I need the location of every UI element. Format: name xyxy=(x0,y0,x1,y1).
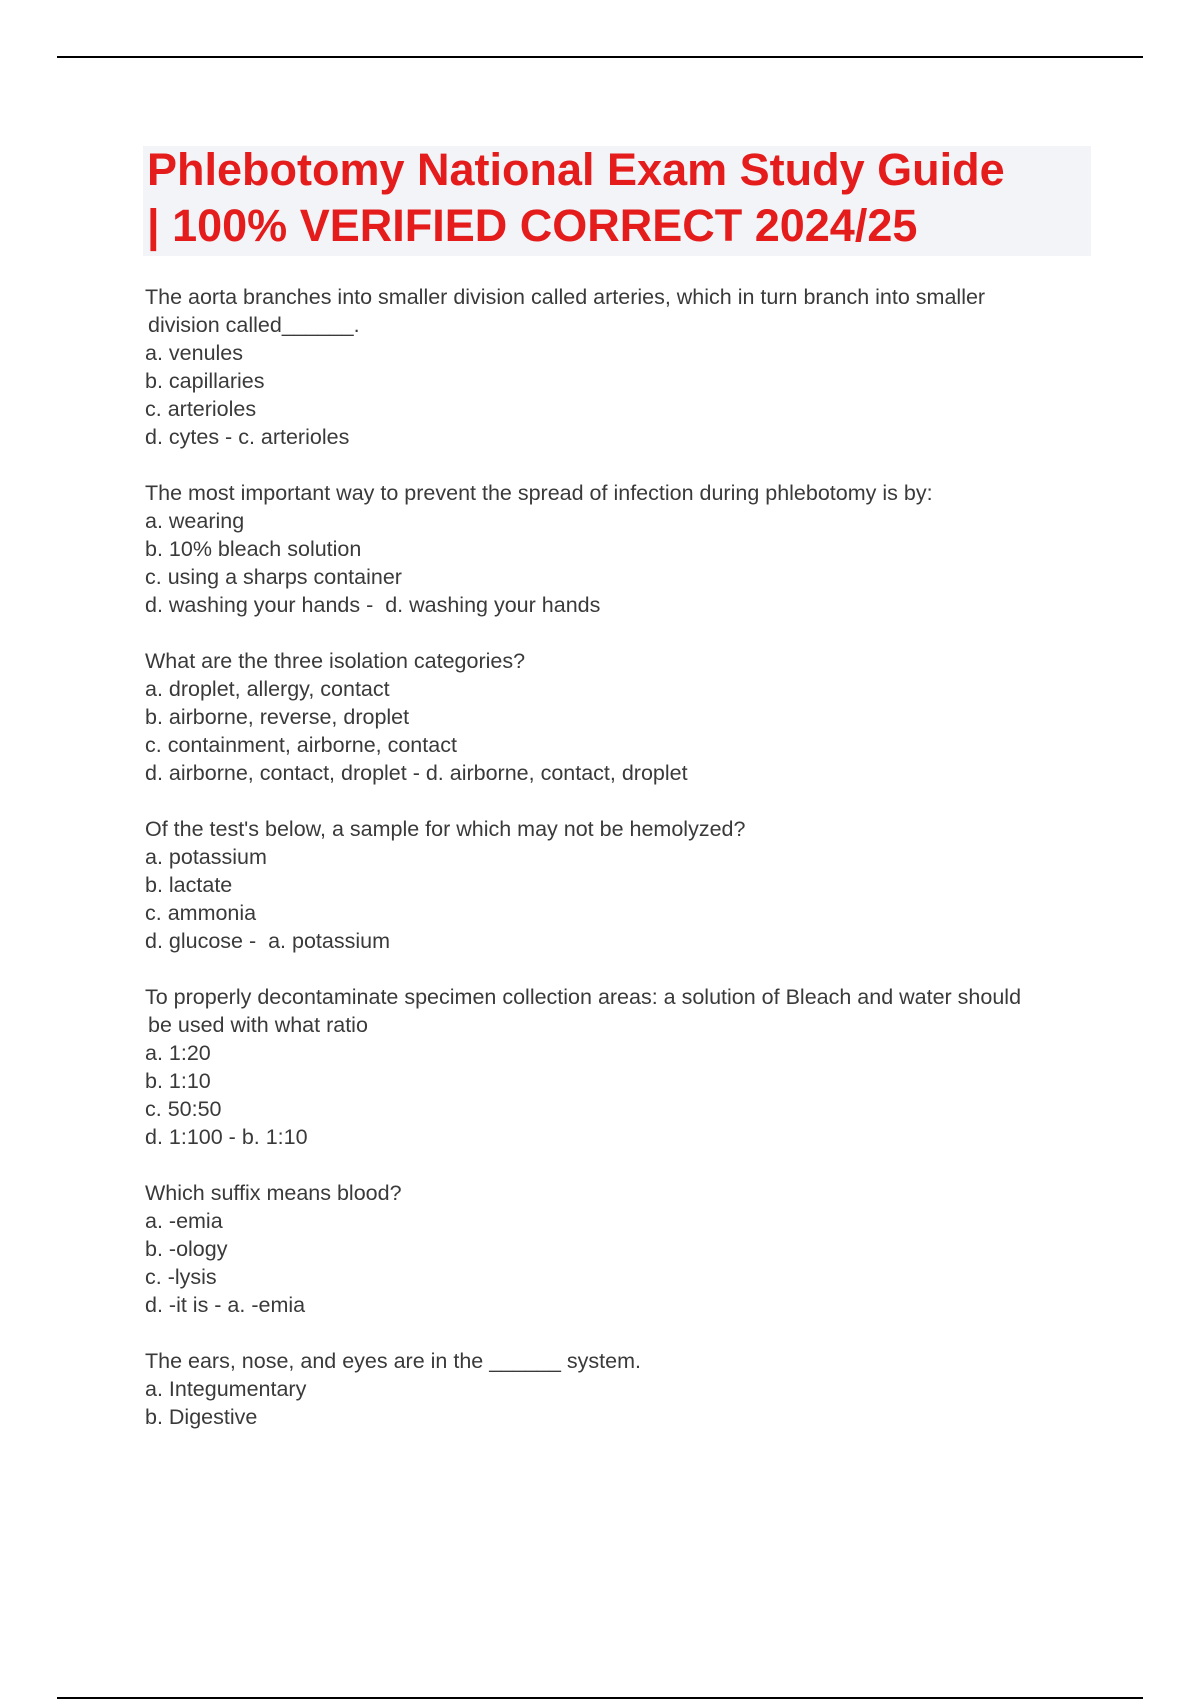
answer-option: d. airborne, contact, droplet - d. airborne, contact, droplet xyxy=(145,761,688,785)
answer-option: c. using a sharps container xyxy=(145,565,402,589)
answer-option: b. capillaries xyxy=(145,369,265,393)
answer-option: c. ammonia xyxy=(145,901,257,925)
bottom-rule xyxy=(57,1697,1143,1699)
top-rule xyxy=(57,56,1143,58)
question-stem: The ears, nose, and eyes are in the ______ system. xyxy=(145,1349,641,1373)
answer-option: d. washing your hands - d. washing your hands xyxy=(145,593,601,617)
answer-option: d. glucose - a. potassium xyxy=(145,929,390,953)
answer-option: a. 1:20 xyxy=(145,1041,211,1065)
question-stem: The most important way to prevent the spread of infection during phlebotomy is by: xyxy=(145,481,933,505)
question-stem: The aorta branches into smaller division called arteries, which in turn branch into smaller xyxy=(145,285,986,309)
answer-option: a. wearing xyxy=(145,509,245,533)
question-stem: To properly decontaminate specimen collection areas: a solution of Bleach and water should xyxy=(145,985,1022,1009)
question-stem: division called______. xyxy=(148,313,360,337)
title-line-2: | 100% VERIFIED CORRECT 2024/25 xyxy=(147,200,918,251)
answer-option: a. potassium xyxy=(145,845,267,869)
question-stem: Which suffix means blood? xyxy=(145,1181,402,1205)
answer-option: b. Digestive xyxy=(145,1405,258,1429)
question-block xyxy=(145,983,1090,1151)
answer-option: b. 1:10 xyxy=(145,1069,211,1093)
answer-option: c. 50:50 xyxy=(145,1097,222,1121)
question-stem: What are the three isolation categories? xyxy=(145,649,526,673)
answer-option: d. 1:100 - b. 1:10 xyxy=(145,1125,308,1149)
answer-option: a. venules xyxy=(145,341,244,365)
answer-option: b. 10% bleach solution xyxy=(145,537,362,561)
question-stem: be used with what ratio xyxy=(148,1013,368,1037)
question-block xyxy=(145,283,1090,451)
answer-option: c. -lysis xyxy=(145,1265,217,1289)
document-title xyxy=(147,142,1087,254)
answer-option: a. Integumentary xyxy=(145,1377,307,1401)
question-list xyxy=(145,283,1090,1459)
answer-option: c. containment, airborne, contact xyxy=(145,733,457,757)
answer-option: b. lactate xyxy=(145,873,233,897)
answer-option: a. droplet, allergy, contact xyxy=(145,677,390,701)
question-block xyxy=(145,1179,1090,1319)
answer-option: d. -it is - a. -emia xyxy=(145,1293,306,1317)
answer-option: d. cytes - c. arterioles xyxy=(145,425,350,449)
question-block xyxy=(145,647,1090,787)
question-stem: Of the test's below, a sample for which may not be hemolyzed? xyxy=(145,817,746,841)
answer-option: a. -emia xyxy=(145,1209,223,1233)
answer-option: b. -ology xyxy=(145,1237,228,1261)
question-block xyxy=(145,1347,1090,1431)
title-line-1: Phlebotomy National Exam Study Guide xyxy=(147,144,1005,195)
question-block xyxy=(145,815,1090,955)
answer-option: b. airborne, reverse, droplet xyxy=(145,705,410,729)
answer-option: c. arterioles xyxy=(145,397,257,421)
question-block xyxy=(145,479,1090,619)
